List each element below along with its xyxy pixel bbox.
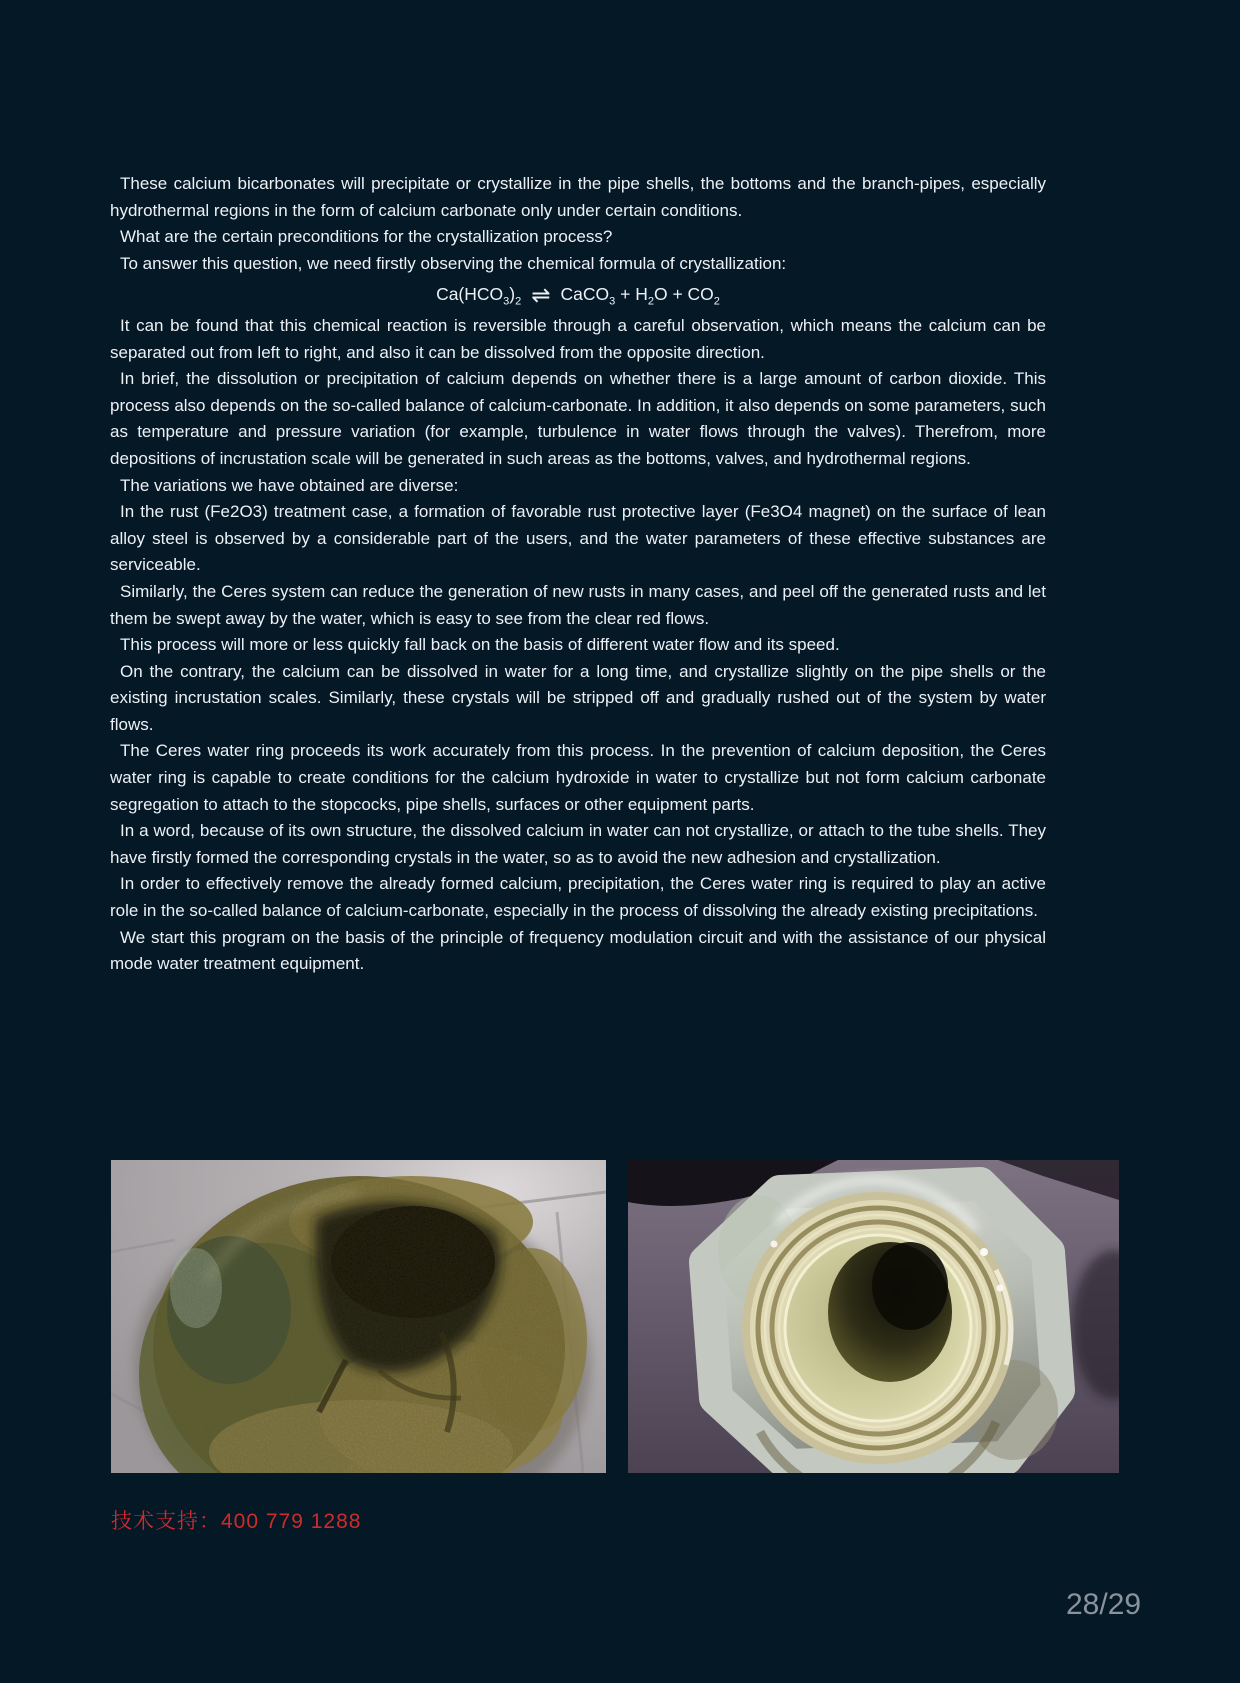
paragraph: This process will more or less quickly fall back on the basis of different water flow and its speed. <box>120 635 840 655</box>
paragraph: In brief, the dissolution or precipitation of calcium depends on whether there is a large amount of carbon dioxide. This process also depends on the so-called balance of calcium-carbonate. In addition, it also depends on some parameters, such as temperature and pressure variation (for example, turbulence in water flows through the valves). Therefrom, more depositions of incrustation scale will be generated in such areas as the bottoms, valves, and hydrothermal regions. <box>110 369 1046 468</box>
support-contact: 技术支持：400 779 1288 <box>111 1510 362 1533</box>
paragraph: On the contrary, the calcium can be dissolved in water for a long time, and crystallize slightly on the pipe shells or the existing incrustation scales. Similarly, these crystals will be stripped off and gradually rushed out of the system by water flows. <box>110 661 1046 734</box>
document-body <box>110 171 1046 978</box>
paragraph: We start this program on the basis of the principle of frequency modulation circuit and with the assistance of our physical mode water treatment equipment. <box>110 927 1046 974</box>
photo-corroded-pipe <box>111 1160 606 1473</box>
paragraph: The Ceres water ring proceeds its work accurately from this process. In the prevention of calcium deposition, the Ceres water ring is capable to create conditions for the calcium hydroxide in water to crystallize but not form calcium carbonate segregation to attach to the stopcocks, pipe shells, surfaces or other equipment parts. <box>110 741 1046 814</box>
page-number: 28/29 <box>1066 1588 1142 1621</box>
equilibrium-arrow-icon: ⇌ <box>531 282 551 309</box>
photo-brass-fitting <box>628 1160 1119 1473</box>
chemical-formula: $Ca(HCO_3)_2$ ⇌ CaCO$_3$ + $H_2O + CO_2$ <box>436 282 720 309</box>
paragraph: It can be found that this chemical reaction is reversible through a careful observation, which means the calcium can be separated out from left to right, and also it can be dissolved from the opposite direction. <box>110 315 1046 362</box>
paragraph: What are the certain preconditions for the crystallization process? <box>120 227 613 247</box>
paragraph: To answer this question, we need firstly observing the chemical formula of crystallization: <box>120 253 787 273</box>
paragraph: In a word, because of its own structure, the dissolved calcium in water can not crystallize, or attach to the tube shells. They have firstly formed the corresponding crystals in the water, so as to avoid the new adhesion and crystallization. <box>110 821 1046 867</box>
figure-row <box>111 1160 1119 1473</box>
paragraph: Similarly, the Ceres system can reduce the generation of new rusts in many cases, and peel off the generated rusts and let them be swept away by the water, which is easy to see from the clear red flows. <box>110 581 1046 628</box>
paragraph: In order to effectively remove the already formed calcium, precipitation, the Ceres water ring is required to play an active role in the so-called balance of calcium-carbonate, especially in the process of dissolving the already existing precipitations. <box>110 874 1046 921</box>
paragraph: These calcium bicarbonates will precipitate or crystallize in the pipe shells, the bottoms and the branch-pipes, especially hydrothermal regions in the form of calcium carbonate only under certain conditions. <box>110 174 1046 220</box>
paragraph: In the rust (Fe2O3) treatment case, a formation of favorable rust protective layer (Fe3O4 magnet) on the surface of lean alloy steel is observed by a considerable part of the users, and the water parameters of these effective substances are serviceable. <box>110 502 1046 575</box>
paragraph: The variations we have obtained are diverse: <box>120 475 459 495</box>
